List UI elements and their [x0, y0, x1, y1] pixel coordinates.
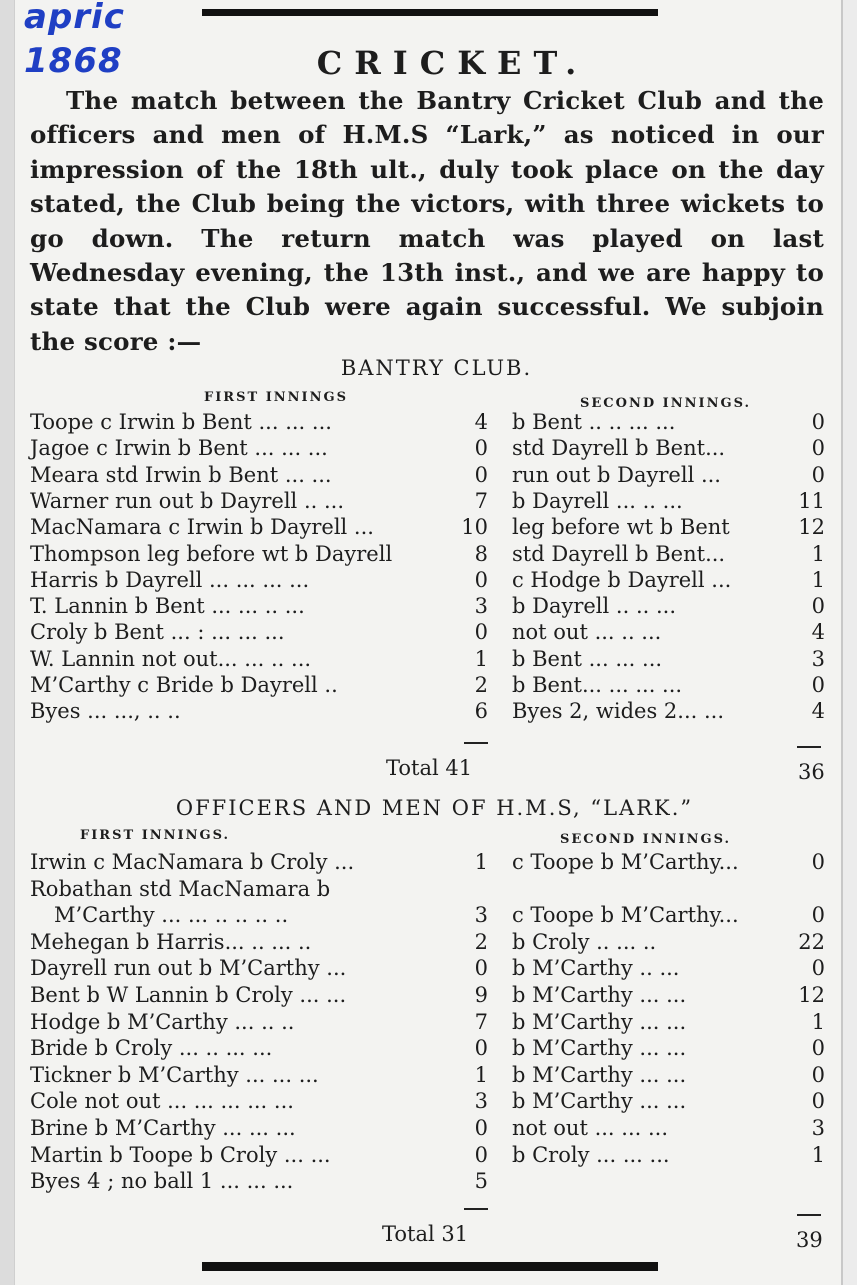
second-innings-entry: b M’Carthy ... ... [512, 983, 687, 1007]
first-innings-entry: W. Lannin not out... ... .. ... [30, 646, 312, 671]
first-innings-runs: 9 [474, 983, 488, 1007]
second-innings-entry: b Dayrell ... .. ... [512, 488, 683, 513]
lark-first-total: Total 31 [382, 1222, 469, 1246]
handwritten-note-month: apric [24, 0, 125, 37]
score-row [0, 983, 857, 1009]
bantry-second-total: 36 [798, 760, 825, 784]
first-innings-entry: Byes ... ..., .. .. [30, 699, 181, 724]
score-row [0, 673, 857, 699]
first-innings-entry: Meara std Irwin b Bent ... ... [30, 462, 332, 487]
score-row [0, 620, 857, 646]
second-innings-runs: 22 [798, 929, 825, 954]
first-innings-entry: Hodge b M’Carthy ... .. .. [30, 1009, 295, 1034]
score-row [0, 699, 857, 725]
second-innings-runs: 0 [811, 673, 825, 697]
second-innings-runs: 3 [811, 646, 825, 671]
first-innings-runs: 2 [474, 929, 488, 954]
lark-first-total-rule [464, 1208, 488, 1210]
second-innings-entry: run out b Dayrell ... [512, 462, 721, 487]
second-innings-runs: 12 [798, 983, 825, 1007]
second-innings-entry: b M’Carthy ... ... [512, 1009, 687, 1034]
first-innings-runs: 4 [474, 410, 488, 434]
score-row [0, 1063, 857, 1089]
article-paragraph [30, 84, 824, 359]
score-row [0, 568, 857, 594]
score-row [0, 647, 857, 673]
first-innings-entry: Robathan std MacNamara b [30, 876, 331, 901]
second-innings-entry: b Dayrell .. .. ... [512, 594, 676, 619]
score-row [0, 463, 857, 489]
second-innings-runs: 0 [811, 462, 825, 487]
first-innings-runs: 0 [474, 462, 488, 487]
bantry-first-total-rule [464, 742, 488, 744]
first-innings-entry: Toope c Irwin b Bent ... ... ... [30, 410, 332, 434]
second-innings-runs: 0 [811, 594, 825, 619]
score-row [0, 489, 857, 515]
first-innings-runs: 0 [474, 436, 488, 461]
bantry-second-innings-label: SECOND INNINGS. [580, 396, 752, 411]
second-innings-entry: c Hodge b Dayrell ... [512, 567, 732, 592]
score-row [0, 1169, 857, 1195]
first-innings-entry: T. Lannin b Bent ... ... .. ... [30, 594, 305, 619]
second-innings-runs: 0 [811, 1089, 825, 1114]
score-row [0, 1116, 857, 1142]
first-innings-entry: MacNamara c Irwin b Dayrell ... [30, 515, 374, 540]
second-innings-entry: b Bent ... ... ... [512, 646, 663, 671]
second-innings-entry: b M’Carthy .. ... [512, 956, 680, 981]
second-innings-entry: b Croly ... ... ... [512, 1142, 670, 1167]
lark-second-total: 39 [796, 1228, 823, 1252]
second-innings-entry: leg before wt b Bent [512, 515, 730, 540]
bantry-first-innings-label: FIRST INNINGS [204, 390, 349, 405]
second-innings-runs: 11 [798, 488, 825, 513]
lark-heading: OFFICERS AND MEN OF H.M.S, “LARK.” [175, 796, 694, 820]
second-innings-runs: 1 [811, 1142, 825, 1167]
first-innings-runs: 1 [474, 646, 488, 671]
second-innings-runs: 4 [811, 620, 825, 645]
score-row [0, 930, 857, 956]
first-innings-entry: Mehegan b Harris... .. ... .. [30, 929, 312, 954]
first-innings-runs: 10 [461, 515, 488, 540]
first-innings-runs: 3 [474, 594, 488, 619]
second-innings-entry: std Dayrell b Bent... [512, 436, 726, 461]
score-row [0, 877, 857, 903]
first-innings-entry: Jagoe c Irwin b Bent ... ... ... [30, 436, 328, 461]
second-innings-runs: 3 [811, 1116, 825, 1140]
second-innings-entry: b M’Carthy ... ... [512, 1062, 687, 1087]
second-innings-runs: 4 [811, 699, 825, 724]
second-innings-runs: 1 [811, 567, 825, 592]
first-innings-entry: Bride b Croly ... .. ... ... [30, 1036, 273, 1061]
first-innings-entry: M’Carthy c Bride b Dayrell .. [30, 673, 338, 697]
first-innings-runs: 0 [474, 1142, 488, 1167]
first-innings-entry: Warner run out b Dayrell .. ... [30, 488, 344, 513]
bantry-second-total-rule [797, 746, 821, 748]
second-innings-entry: b M’Carthy ... ... [512, 1036, 687, 1061]
score-row [0, 903, 857, 929]
second-innings-entry: c Toope b M’Carthy... [512, 850, 739, 874]
lark-second-total-rule [797, 1214, 821, 1216]
score-row [0, 436, 857, 462]
first-innings-entry: Croly b Bent ... : ... ... ... [30, 620, 285, 645]
article-text: The match between the Bantry Cricket Club and the officers and men of H.M.S “Lark,” as noticed in our impression of the 18th ult., duly took place on the day stated, the Club being the victors, with three wickets to go down. The return match was played on last Wednesday evening, the 13th inst., and we are happy to state that the Club were again successful. We subjoin the score :— [30, 86, 824, 356]
first-innings-runs: 0 [474, 620, 488, 645]
second-innings-entry: c Toope b M’Carthy... [512, 903, 739, 928]
first-innings-entry: Irwin c MacNamara b Croly ... [30, 850, 355, 874]
second-innings-entry: b Bent .. .. ... ... [512, 410, 676, 434]
score-row [0, 410, 857, 436]
first-innings-runs: 3 [474, 903, 488, 928]
first-innings-entry: M’Carthy ... ... .. .. .. .. [54, 903, 289, 928]
first-innings-runs: 5 [474, 1169, 488, 1194]
score-row [0, 1010, 857, 1036]
second-innings-runs: 1 [811, 1009, 825, 1034]
first-innings-runs: 0 [474, 567, 488, 592]
first-innings-runs: 7 [474, 488, 488, 513]
score-row [0, 1089, 857, 1115]
first-innings-runs: 1 [474, 1062, 488, 1087]
first-innings-entry: Thompson leg before wt b Dayrell [30, 541, 393, 566]
second-innings-entry: std Dayrell b Bent... [512, 541, 726, 566]
score-row [0, 1143, 857, 1169]
second-innings-runs: 0 [811, 850, 825, 874]
first-innings-runs: 2 [474, 673, 488, 697]
first-innings-runs: 6 [474, 699, 488, 724]
score-row [0, 515, 857, 541]
second-innings-runs: 12 [798, 515, 825, 540]
first-innings-runs: 0 [474, 956, 488, 981]
second-innings-entry: not out ... ... ... [512, 1116, 668, 1140]
first-innings-entry: Tickner b M’Carthy ... ... ... [30, 1062, 319, 1087]
score-row [0, 956, 857, 982]
second-innings-entry: b M’Carthy ... ... [512, 1089, 687, 1114]
first-innings-runs: 3 [474, 1089, 488, 1114]
second-innings-runs: 0 [811, 436, 825, 461]
top-rule [202, 9, 658, 16]
second-innings-entry: b Croly .. ... .. [512, 929, 657, 954]
second-innings-runs: 0 [811, 1036, 825, 1061]
second-innings-runs: 0 [811, 903, 825, 928]
first-innings-entry: Martin b Toope b Croly ... ... [30, 1142, 331, 1167]
first-innings-entry: Brine b M’Carthy ... ... ... [30, 1116, 296, 1140]
score-row [0, 1036, 857, 1062]
score-row [0, 850, 857, 876]
second-innings-runs: 0 [811, 1062, 825, 1087]
article-title: CRICKET. [316, 44, 589, 82]
first-innings-runs: 0 [474, 1036, 488, 1061]
score-row [0, 542, 857, 568]
lark-first-innings-label: FIRST INNINGS. [80, 828, 231, 843]
handwritten-note-year: 1868 [24, 41, 123, 81]
first-innings-entry: Harris b Dayrell ... ... ... ... [30, 567, 310, 592]
second-innings-entry: not out ... .. ... [512, 620, 662, 645]
first-innings-entry: Dayrell run out b M’Carthy ... [30, 956, 347, 981]
first-innings-runs: 0 [474, 1116, 488, 1140]
score-row [0, 594, 857, 620]
first-innings-runs: 1 [474, 850, 488, 874]
first-innings-runs: 7 [474, 1009, 488, 1034]
second-innings-entry: Byes 2, wides 2... ... [512, 699, 724, 724]
second-innings-runs: 0 [811, 410, 825, 434]
first-innings-runs: 8 [474, 541, 488, 566]
first-innings-entry: Byes 4 ; no ball 1 ... ... ... [30, 1169, 294, 1194]
first-innings-entry: Cole not out ... ... ... ... ... [30, 1089, 294, 1114]
bottom-rule [202, 1262, 658, 1271]
second-innings-entry: b Bent... ... ... ... [512, 673, 683, 697]
lark-second-innings-label: SECOND INNINGS. [560, 832, 732, 847]
bantry-heading: BANTRY CLUB. [340, 356, 533, 380]
bantry-first-total: Total 41 [386, 756, 473, 780]
first-innings-entry: Bent b W Lannin b Croly ... ... [30, 983, 347, 1007]
second-innings-runs: 1 [811, 541, 825, 566]
second-innings-runs: 0 [811, 956, 825, 981]
